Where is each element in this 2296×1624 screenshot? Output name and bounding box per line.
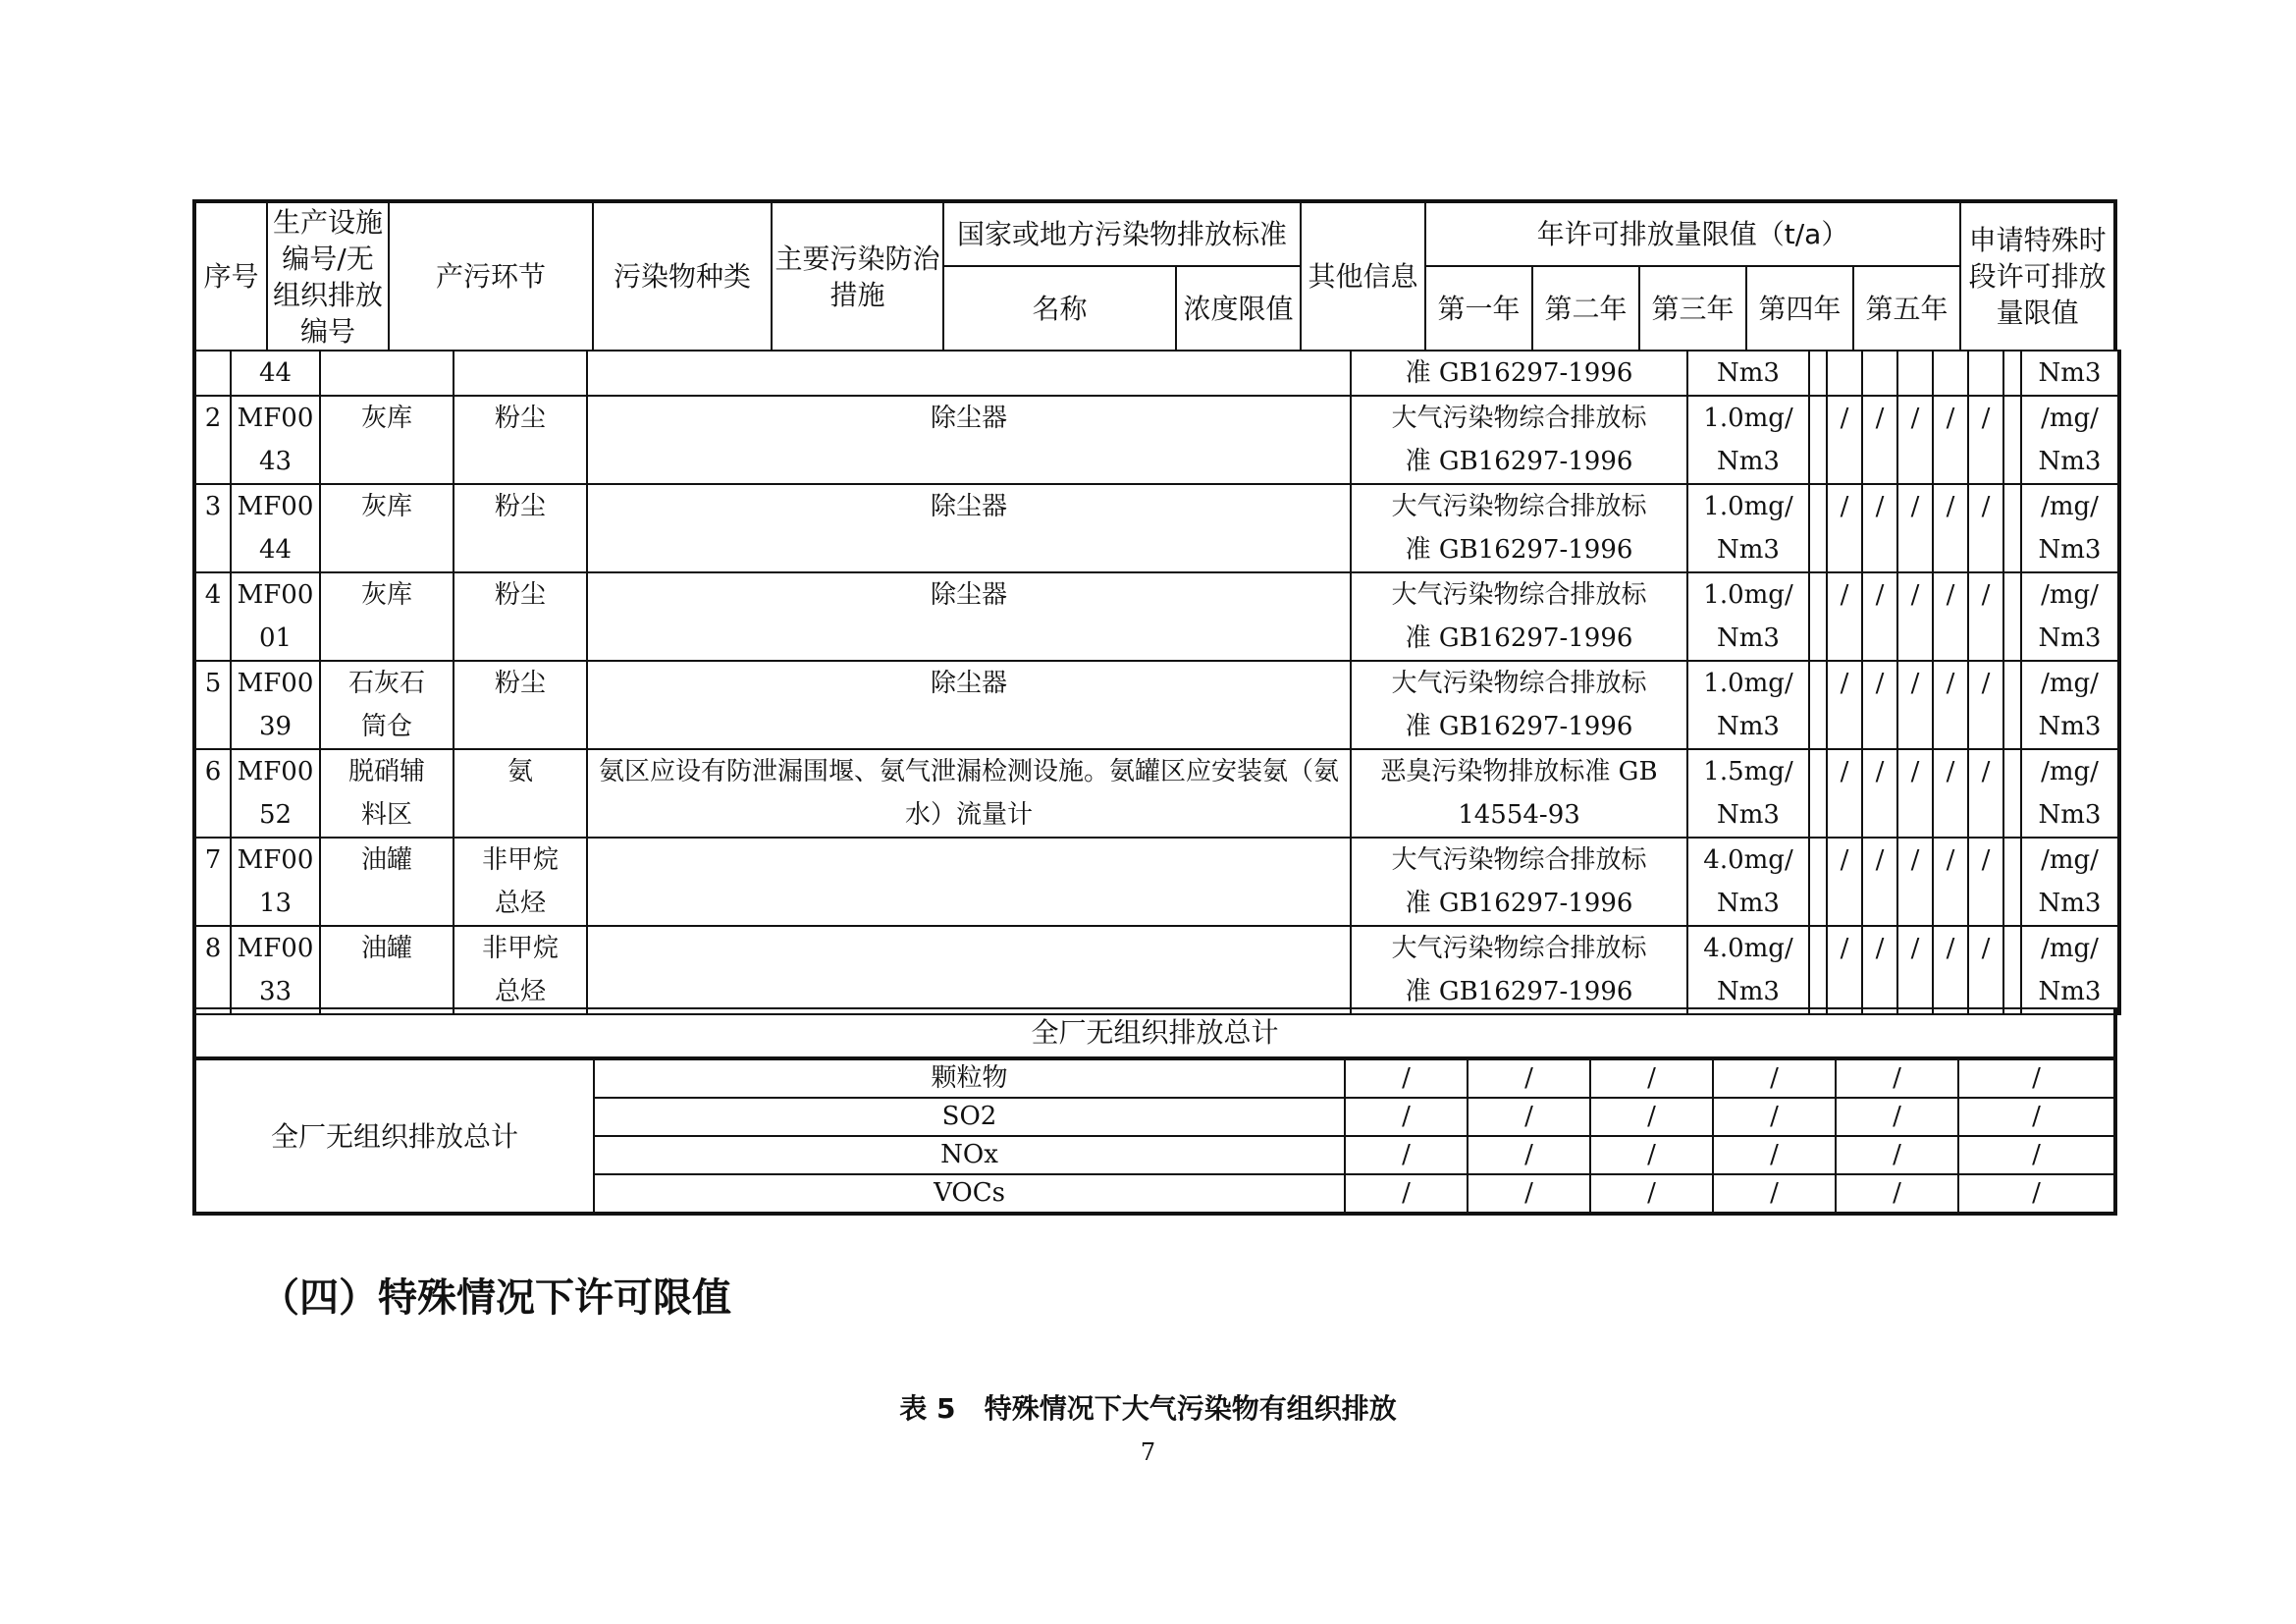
- row-special: /mg/ Nm3: [2021, 838, 2119, 926]
- row-pollutant: 氨: [454, 749, 587, 838]
- total-item-name: SO2: [594, 1098, 1345, 1136]
- row-limit: 1.0mg/ Nm3: [1687, 661, 1809, 749]
- row-seq: 5: [194, 661, 231, 749]
- row-year-2: /: [1862, 838, 1897, 926]
- row-year-2: /: [1862, 661, 1897, 749]
- row-standard: 恶臭污染物排放标准 GB 14554-93: [1351, 749, 1687, 838]
- header-stage: 产污环节: [389, 201, 593, 351]
- row-special: /mg/ Nm3: [2021, 926, 2119, 1014]
- row-stage: 灰库: [320, 572, 454, 661]
- total-label: 全厂无组织排放总计: [194, 1059, 594, 1214]
- row-year-4: /: [1933, 749, 1968, 838]
- row-facility-id: MF00 43: [231, 396, 320, 484]
- row-pollutant: 粉尘: [454, 572, 587, 661]
- row-facility-id: MF00 52: [231, 749, 320, 838]
- total-value: /: [1836, 1059, 1958, 1098]
- header-facility: 生产设施编号/无组织排放编号: [267, 201, 389, 351]
- page-number: 7: [1140, 1438, 1156, 1466]
- row-special: /mg/ Nm3: [2021, 484, 2119, 572]
- total-value: /: [1345, 1098, 1468, 1136]
- row-year-1: /: [1827, 661, 1862, 749]
- total-value: /: [1713, 1098, 1836, 1136]
- row-stage: 脱硝辅 料区: [320, 749, 454, 838]
- row-year-2: /: [1862, 396, 1897, 484]
- total-value: /: [1345, 1174, 1468, 1214]
- row-special: /mg/ Nm3: [2021, 396, 2119, 484]
- header-year-5: 第五年: [1853, 266, 1960, 351]
- row-facility-id: MF00 39: [231, 661, 320, 749]
- header-year-3: 第三年: [1639, 266, 1746, 351]
- row-year-2: /: [1862, 484, 1897, 572]
- row-seq: 6: [194, 749, 231, 838]
- total-item-name: 颗粒物: [594, 1059, 1345, 1098]
- header-standard-name: 名称: [943, 266, 1176, 351]
- row-year-1: /: [1827, 484, 1862, 572]
- row-year-5: /: [1968, 396, 2003, 484]
- row-standard: 大气污染物综合排放标 准 GB16297-1996: [1351, 661, 1687, 749]
- row-limit: 1.5mg/ Nm3: [1687, 749, 1809, 838]
- row-year-5: /: [1968, 661, 2003, 749]
- row-standard: 大气污染物综合排放标 准 GB16297-1996: [1351, 572, 1687, 661]
- row-year-4: /: [1933, 396, 1968, 484]
- row-stage: 石灰石 筒仓: [320, 661, 454, 749]
- total-value: /: [1958, 1174, 2115, 1214]
- row-measure: 除尘器: [587, 661, 1351, 749]
- total-value: /: [1468, 1098, 1590, 1136]
- row-special: /mg/ Nm3: [2021, 749, 2119, 838]
- row-pollutant: 粉尘: [454, 484, 587, 572]
- total-value: /: [1468, 1059, 1590, 1098]
- row-measure: [587, 926, 1351, 1014]
- row-year-3: /: [1897, 661, 1933, 749]
- row-facility-id: MF00 13: [231, 838, 320, 926]
- header-other: 其他信息: [1301, 201, 1425, 351]
- row-year-3: /: [1897, 484, 1933, 572]
- header-year-4: 第四年: [1746, 266, 1853, 351]
- row-year-1: /: [1827, 926, 1862, 1014]
- row-year-3: /: [1897, 396, 1933, 484]
- row-limit: 1.0mg/ Nm3: [1687, 396, 1809, 484]
- total-value: /: [1590, 1059, 1713, 1098]
- row-year-4: /: [1933, 838, 1968, 926]
- row-measure: 氨区应设有防泄漏围堰、氨气泄漏检测设施。氨罐区应安装氨（氨水）流量计: [587, 749, 1351, 838]
- row-year-5: /: [1968, 926, 2003, 1014]
- row-seq: 3: [194, 484, 231, 572]
- total-value: /: [1468, 1136, 1590, 1174]
- row-special: /mg/ Nm3: [2021, 572, 2119, 661]
- header-standard-group: 国家或地方污染物排放标准: [943, 201, 1301, 266]
- section-heading: （四）特殊情况下许可限值: [260, 1275, 731, 1321]
- row-seq: 4: [194, 572, 231, 661]
- row-year-1: /: [1827, 749, 1862, 838]
- total-value: /: [1958, 1136, 2115, 1174]
- total-value: /: [1958, 1098, 2115, 1136]
- row-stage: 油罐: [320, 838, 454, 926]
- table-row: [194, 1059, 2115, 1098]
- total-value: /: [1468, 1174, 1590, 1214]
- total-value: /: [1836, 1174, 1958, 1214]
- total-value: /: [1836, 1098, 1958, 1136]
- cont-facility: 44: [231, 351, 320, 396]
- row-standard: 大气污染物综合排放标 准 GB16297-1996: [1351, 484, 1687, 572]
- total-value: /: [1713, 1174, 1836, 1214]
- row-seq: 7: [194, 838, 231, 926]
- cont-limit: Nm3: [1687, 351, 1809, 396]
- row-year-2: /: [1862, 749, 1897, 838]
- row-year-5: /: [1968, 749, 2003, 838]
- header-annual-group: 年许可排放量限值（t/a）: [1425, 201, 1960, 266]
- total-value: /: [1713, 1059, 1836, 1098]
- row-measure: 除尘器: [587, 572, 1351, 661]
- row-year-4: /: [1933, 484, 1968, 572]
- total-value: /: [1590, 1098, 1713, 1136]
- row-year-5: /: [1968, 484, 2003, 572]
- total-value: /: [1345, 1136, 1468, 1174]
- total-value: /: [1590, 1174, 1713, 1214]
- row-year-4: /: [1933, 661, 1968, 749]
- table-row: [194, 749, 2119, 838]
- cont-standard: 准 GB16297-1996: [1351, 351, 1687, 396]
- row-standard: 大气污染物综合排放标 准 GB16297-1996: [1351, 396, 1687, 484]
- row-standard: 大气污染物综合排放标 准 GB16297-1996: [1351, 838, 1687, 926]
- row-year-4: /: [1933, 572, 1968, 661]
- row-year-5: /: [1968, 838, 2003, 926]
- total-summary-table: [192, 1058, 2117, 1216]
- row-facility-id: MF00 33: [231, 926, 320, 1014]
- row-standard: 大气污染物综合排放标 准 GB16297-1996: [1351, 926, 1687, 1014]
- total-value: /: [1958, 1059, 2115, 1098]
- row-seq: 2: [194, 396, 231, 484]
- table-row: [194, 838, 2119, 926]
- row-special: /mg/ Nm3: [2021, 661, 2119, 749]
- row-pollutant: 非甲烷 总烃: [454, 838, 587, 926]
- table-row: [194, 396, 2119, 484]
- total-value: /: [1836, 1136, 1958, 1174]
- total-value: /: [1713, 1136, 1836, 1174]
- header-special: 申请特殊时段许可排放量限值: [1960, 201, 2115, 351]
- row-limit: 4.0mg/ Nm3: [1687, 926, 1809, 1014]
- row-stage: 油罐: [320, 926, 454, 1014]
- row-measure: [587, 838, 1351, 926]
- total-value: /: [1590, 1136, 1713, 1174]
- header-year-2: 第二年: [1532, 266, 1639, 351]
- header-table: [192, 199, 2117, 352]
- emission-table: [192, 350, 2121, 1015]
- total-item-name: VOCs: [594, 1174, 1345, 1214]
- row-stage: 灰库: [320, 396, 454, 484]
- table-row: [194, 572, 2119, 661]
- total-value: /: [1345, 1059, 1468, 1098]
- row-year-2: /: [1862, 572, 1897, 661]
- row-stage: 灰库: [320, 484, 454, 572]
- table-row: [194, 661, 2119, 749]
- header-seq: 序号: [194, 201, 267, 351]
- row-year-2: /: [1862, 926, 1897, 1014]
- row-year-1: /: [1827, 838, 1862, 926]
- row-year-5: /: [1968, 572, 2003, 661]
- header-measures: 主要污染防治措施: [772, 201, 943, 351]
- row-facility-id: MF00 01: [231, 572, 320, 661]
- header-pollutant: 污染物种类: [593, 201, 772, 351]
- row-year-3: /: [1897, 926, 1933, 1014]
- row-pollutant: 粉尘: [454, 396, 587, 484]
- row-facility-id: MF00 44: [231, 484, 320, 572]
- row-measure: 除尘器: [587, 484, 1351, 572]
- table-row: [194, 926, 2119, 1014]
- table-row: [194, 351, 2119, 396]
- row-limit: 1.0mg/ Nm3: [1687, 572, 1809, 661]
- total-item-name: NOx: [594, 1136, 1345, 1174]
- header-year-1: 第一年: [1425, 266, 1532, 351]
- row-measure: 除尘器: [587, 396, 1351, 484]
- row-year-4: /: [1933, 926, 1968, 1014]
- row-year-1: /: [1827, 396, 1862, 484]
- row-year-3: /: [1897, 749, 1933, 838]
- table-row: [194, 484, 2119, 572]
- row-year-1: /: [1827, 572, 1862, 661]
- row-pollutant: 非甲烷 总烃: [454, 926, 587, 1014]
- row-year-3: /: [1897, 838, 1933, 926]
- cont-special: Nm3: [2021, 351, 2119, 396]
- total-heading: 全厂无组织排放总计: [192, 1007, 2117, 1058]
- table-caption: 表 5 特殊情况下大气污染物有组织排放: [899, 1392, 1397, 1425]
- row-limit: 1.0mg/ Nm3: [1687, 484, 1809, 572]
- header-standard-limit: 浓度限值: [1176, 266, 1301, 351]
- row-pollutant: 粉尘: [454, 661, 587, 749]
- row-year-3: /: [1897, 572, 1933, 661]
- row-limit: 4.0mg/ Nm3: [1687, 838, 1809, 926]
- row-seq: 8: [194, 926, 231, 1014]
